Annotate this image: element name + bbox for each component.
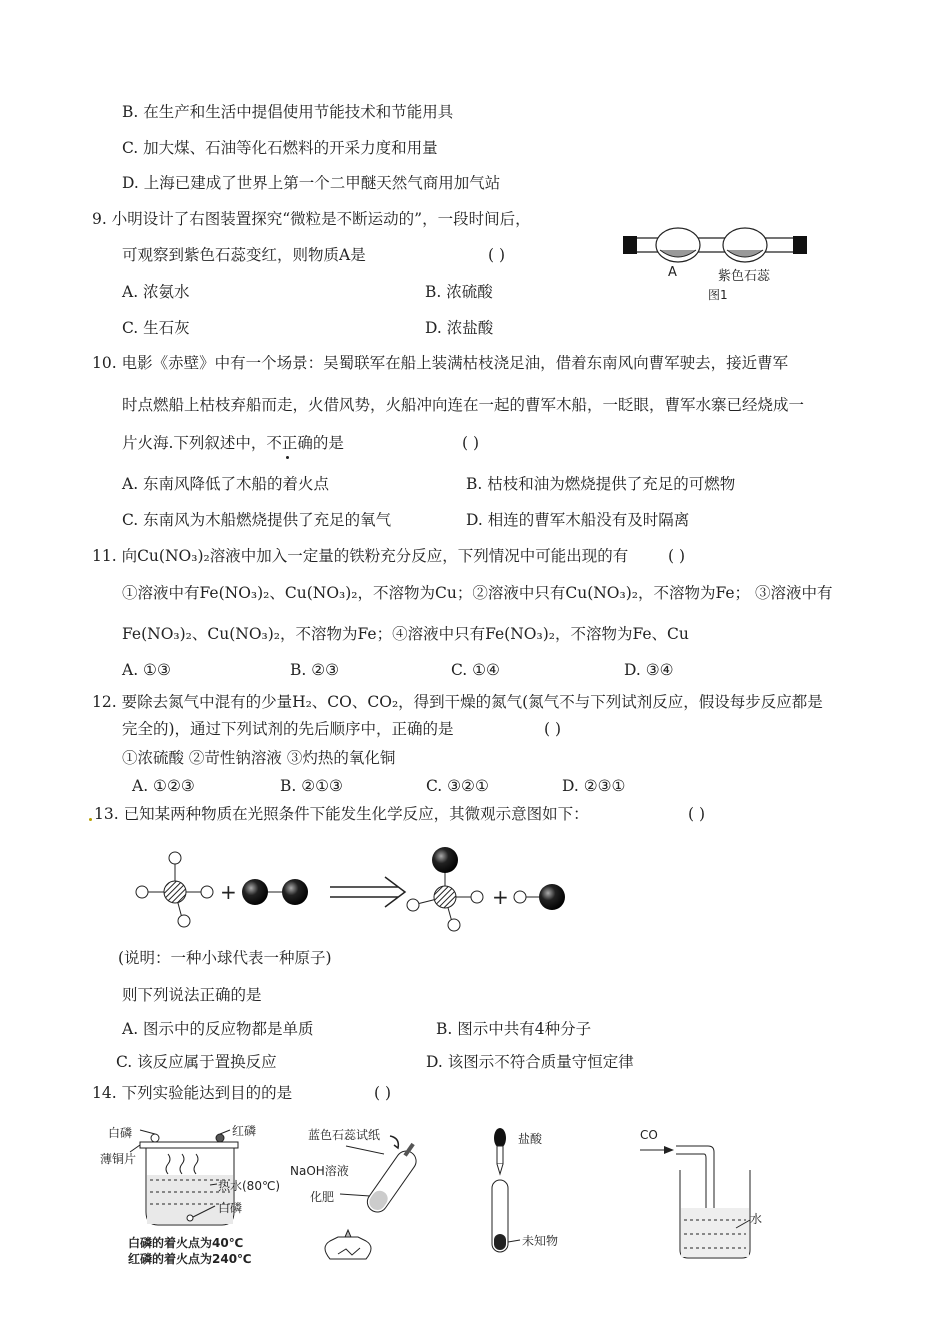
q11-option-a: A. ①③: [122, 661, 171, 679]
stray-mark: [89, 818, 92, 821]
q9-stem-line1: 9. 小明设计了右图装置探究“微粒是不断运动的”，一段时间后，: [92, 210, 531, 228]
q10-option-a: A. 东南风降低了木船的着火点: [122, 475, 330, 493]
q10-option-c: C. 东南风为木船燃烧提供了充足的氧气: [122, 511, 392, 529]
q14-answer-paren: ( ): [374, 1084, 392, 1102]
q13-option-b: B. 图示中共有4种分子: [436, 1020, 592, 1038]
q13-stem-line2: 则下列说法正确的是: [122, 986, 262, 1004]
q13-note: (说明：一种小球代表一种原子): [118, 949, 332, 967]
fig14c-label-acid: 盐酸: [518, 1132, 543, 1146]
q12-option-b: B. ②①③: [280, 777, 343, 795]
q12-stem-line2: 完全的)，通过下列试剂的先后顺序中，正确的是: [122, 720, 454, 738]
q11-option-b: B. ②③: [290, 661, 340, 679]
q14-figure-c-acid-test: [480, 1124, 600, 1264]
reaction-molecules: [130, 842, 590, 932]
q13-reaction-diagram: [130, 842, 590, 932]
reactant-molecule-2: [242, 879, 308, 905]
q8-option-c: C. 加大煤、石油等化石燃料的开采力度和用量: [122, 139, 438, 157]
q12-option-a: A. ①②③: [132, 777, 195, 795]
q12-answer-paren: ( ): [544, 720, 562, 738]
fig14a-label-white-p: 白磷: [108, 1126, 133, 1140]
q11-stem-line3: Fe(NO₃)₂、Cu(NO₃)₂，不溶物为Fe；④溶液中只有Fe(NO₃)₂，不溶物为Fe、Cu: [122, 625, 689, 643]
q12-reagents: ①浓硫酸 ②苛性钠溶液 ③灼热的氧化铜: [122, 749, 396, 767]
fig14b-label-fertilizer: 化肥: [310, 1190, 335, 1204]
q11-option-c: C. ①④: [451, 661, 500, 679]
q9-stem-line2: 可观察到紫色石蕊变红，则物质A是: [122, 246, 366, 264]
q10-option-d: D. 相连的曹军木船没有及时隔离: [466, 511, 690, 529]
q13-option-d: D. 该图示不符合质量守恒定律: [426, 1053, 634, 1071]
q12-stem-line1: 12. 要除去氮气中混有的少量H₂、CO、CO₂，得到干燥的氮气(氮气不与下列试剂反应，假设每步反应都是: [92, 693, 823, 711]
fig14a-label-white-p-2: 白磷: [218, 1201, 243, 1215]
q9-option-b: B. 浓硫酸: [425, 283, 493, 301]
fig14a-label-red-p: 红磷: [232, 1124, 257, 1138]
figure-1-tube-apparatus: [620, 216, 810, 306]
svg-text:+: +: [220, 880, 237, 904]
q12-option-c: C. ③②①: [426, 777, 489, 795]
q13-answer-paren: ( ): [688, 805, 706, 823]
q14-stem: 14. 下列实验能达到目的的是: [92, 1084, 293, 1102]
q12-option-d: D. ②③①: [562, 777, 626, 795]
fig14b-label-naoh: NaOH溶液: [290, 1164, 349, 1178]
q8-option-b: B. 在生产和生活中提倡使用节能技术和节能用具: [122, 103, 454, 121]
emphasis-dot: [286, 456, 289, 459]
q10-stem-line1: 10. 电影《赤壁》中有一个场景：吴蜀联军在船上装满枯枝浇足油，借着东南风向曹军驶去，接近曹军: [92, 354, 789, 372]
q9-option-d: D. 浓盐酸: [425, 319, 494, 337]
svg-text:+: +: [492, 885, 509, 909]
q10-answer-paren: ( ): [462, 434, 480, 452]
product-molecule-1: [407, 847, 483, 931]
fig14b-label-paper: 蓝色石蕊试纸: [308, 1128, 381, 1142]
q9-option-c: C. 生石灰: [122, 319, 190, 337]
fig14a-label-copper: 薄铜片: [100, 1152, 137, 1166]
q10-stem-line3: 片火海.下列叙述中，不正确的是: [122, 434, 344, 452]
q11-answer-paren: ( ): [668, 547, 686, 565]
tube-drawing: [620, 216, 810, 276]
fig14a-label-hot-water: 热水(80℃): [218, 1179, 281, 1193]
fig1-label-a: A: [668, 265, 677, 280]
reactant-molecule-1: [136, 852, 213, 927]
q9-option-a: A. 浓氨水: [122, 283, 190, 301]
fig14d-label-water: 水: [750, 1212, 763, 1226]
fig14a-note-ignition-white: 白磷的着火点为40℃: [128, 1236, 244, 1250]
q14-figure-b-fertilizer: [290, 1124, 440, 1274]
q11-option-d: D. ③④: [624, 661, 674, 679]
q11-stem-line2: ①溶液中有Fe(NO₃)₂、Cu(NO₃)₂，不溶物为Cu；②溶液中只有Cu(NO₃)₂，不溶物为Fe； ③溶液中有: [122, 584, 833, 602]
fig14c-label-unknown: 未知物: [522, 1234, 559, 1248]
q9-answer-paren: ( ): [488, 246, 506, 264]
q10-stem-line2: 时点燃船上枯枝弃船而走，火借风势，火船冲向连在一起的曹军木船，一眨眼，曹军水寨已经烧成一: [122, 396, 805, 414]
fig14d-label-co: CO: [640, 1128, 658, 1142]
fig1-label-litmus: 紫色石蕊: [718, 269, 771, 284]
fig14a-note-ignition-red: 红磷的着火点为240℃: [128, 1252, 252, 1266]
q8-option-d: D. 上海已建成了世界上第一个二甲醚天然气商用加气站: [122, 174, 501, 192]
q13-option-a: A. 图示中的反应物都是单质: [122, 1020, 314, 1038]
q13-stem-line1: 13. 已知某两种物质在光照条件下能发生化学反应，其微观示意图如下：: [94, 805, 589, 823]
q10-option-b: B. 枯枝和油为燃烧提供了充足的可燃物: [466, 475, 736, 493]
reaction-arrow: [330, 877, 405, 907]
q14-figure-d-co-in-water: [640, 1124, 770, 1264]
q11-stem-line1: 11. 向Cu(NO₃)₂溶液中加入一定量的铁粉充分反应，下列情况中可能出现的有: [92, 547, 629, 565]
co-tube-beaker: [640, 1124, 770, 1264]
q13-option-c: C. 该反应属于置换反应: [116, 1053, 277, 1071]
product-molecule-2: [514, 884, 565, 910]
fig1-caption: 图1: [708, 288, 728, 302]
q14-figure-a-combustion: [100, 1120, 320, 1270]
